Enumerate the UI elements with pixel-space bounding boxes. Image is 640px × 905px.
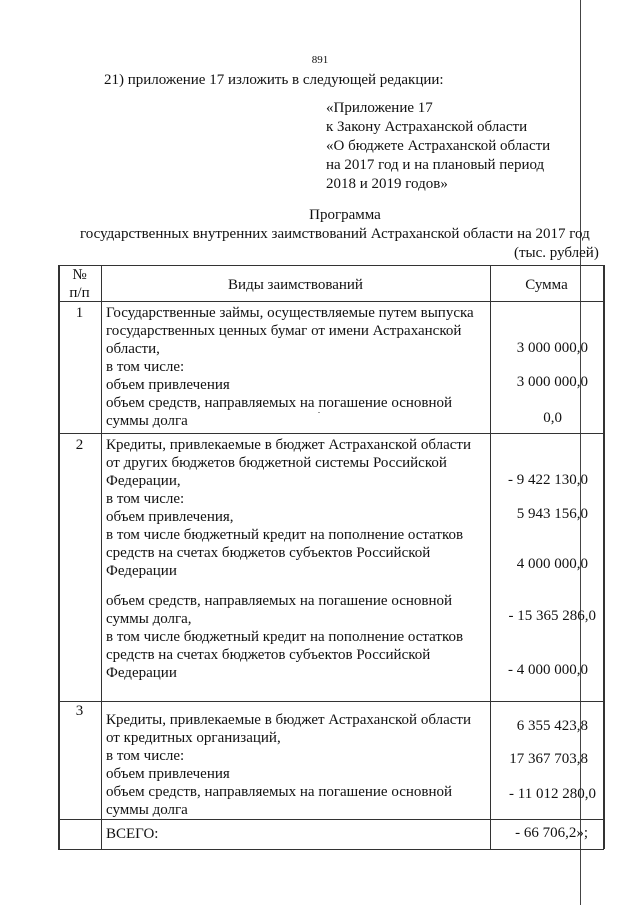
header-number — [58, 266, 101, 302]
sum-value: - 9 422 130,0 — [508, 472, 588, 488]
sum-value: - 11 012 280,0 — [509, 786, 596, 802]
header-number-abbrev: п/п — [69, 285, 90, 301]
description-line: объем привлечения — [106, 377, 230, 393]
description-line: объем привлечения, — [106, 509, 234, 525]
row-divider — [58, 433, 604, 434]
description-line: объем привлечения — [106, 766, 230, 782]
sum-value: 3 000 000,0 — [516, 374, 588, 390]
description-line: суммы долга, — [106, 611, 192, 627]
sum-value: - 15 365 286,0 — [508, 608, 596, 624]
table-border-left — [58, 265, 60, 849]
total-label: ВСЕГО: — [106, 826, 159, 842]
description-line: Федерации — [106, 665, 177, 681]
header-number-sign: № — [72, 267, 87, 283]
description-line: суммы долга — [106, 802, 188, 818]
sum-value: 4 000 000,0 — [516, 556, 588, 572]
description-line: средств на счетах бюджетов субъектов Российской — [106, 647, 431, 663]
description-line: в том числе: — [106, 748, 185, 764]
sum-value: 5 943 156,0 — [516, 506, 588, 522]
amendment-intro: 21) приложение 17 изложить в следующей редакции: — [104, 72, 444, 88]
appendix-line: на 2017 год и на плановый период — [326, 157, 545, 173]
description-line: Кредиты, привлекаемые в бюджет Астраханской области — [106, 437, 471, 453]
row-number: 3 — [75, 703, 84, 719]
description-line: Федерации, — [106, 473, 181, 489]
appendix-line: к Закону Астраханской области — [326, 119, 528, 135]
description-line: государственных ценных бумаг от имени Астраханской — [106, 323, 462, 339]
row-description-continued — [106, 592, 463, 682]
appendix-line: 2018 и 2019 годов» — [326, 176, 448, 192]
row-divider — [58, 701, 604, 702]
total-sum: - 66 706,2»; — [515, 825, 588, 841]
sum-value: 3 000 000,0 — [516, 340, 588, 356]
sum-value: 0,0 — [543, 410, 562, 426]
description-line: от других бюджетов бюджетной системы Российской — [106, 455, 447, 471]
document-title: Программа — [309, 207, 381, 223]
table-border-top — [58, 265, 604, 266]
description-line: Федерации — [106, 563, 177, 579]
description-line: объем средств, направляемых на погашение основной — [106, 395, 453, 411]
column-divider — [490, 265, 491, 849]
description-line: суммы долга — [106, 413, 188, 429]
header-kinds: Виды заимствований — [228, 277, 363, 293]
scan-speck — [318, 412, 320, 413]
appendix-line: «Приложение 17 — [326, 100, 433, 116]
sum-value: 6 355 423,8 — [516, 718, 588, 734]
appendix-line: «О бюджете Астраханской области — [326, 138, 551, 154]
row-description — [106, 304, 474, 430]
row-number: 2 — [75, 437, 84, 453]
description-line: от кредитных организаций, — [106, 730, 281, 746]
scan-edge-line — [580, 0, 581, 905]
sum-value: - 4 000 000,0 — [508, 662, 588, 678]
description-line: Государственные займы, осуществляемые путем выпуска — [106, 305, 474, 321]
column-divider — [101, 265, 102, 849]
description-line: в том числе бюджетный кредит на пополнение остатков — [106, 527, 464, 543]
page-number: 891 — [311, 54, 329, 66]
header-sum: Сумма — [525, 277, 568, 293]
table-border-bottom — [58, 849, 604, 850]
table-header-divider — [58, 301, 604, 302]
description-line: в том числе: — [106, 359, 185, 375]
row-description — [106, 436, 471, 580]
row-description — [106, 711, 471, 819]
appendix-header — [326, 99, 550, 194]
unit-label: (тыс. рублей) — [514, 245, 599, 261]
description-line: средств на счетах бюджетов субъектов Российской — [106, 545, 431, 561]
description-line: объем средств, направляемых на погашение основной — [106, 593, 453, 609]
row-divider — [58, 819, 604, 820]
table-border-right — [603, 265, 605, 849]
document-subtitle: государственных внутренних заимствований Астраханской области на 2017 год — [80, 226, 590, 242]
description-line: Кредиты, привлекаемые в бюджет Астраханской области — [106, 712, 471, 728]
description-line: в том числе: — [106, 491, 185, 507]
description-line: объем средств, направляемых на погашение основной — [106, 784, 453, 800]
sum-value: 17 367 703,8 — [509, 751, 588, 767]
description-line: в том числе бюджетный кредит на пополнение остатков — [106, 629, 464, 645]
description-line: области, — [106, 341, 160, 357]
row-number: 1 — [75, 305, 84, 321]
